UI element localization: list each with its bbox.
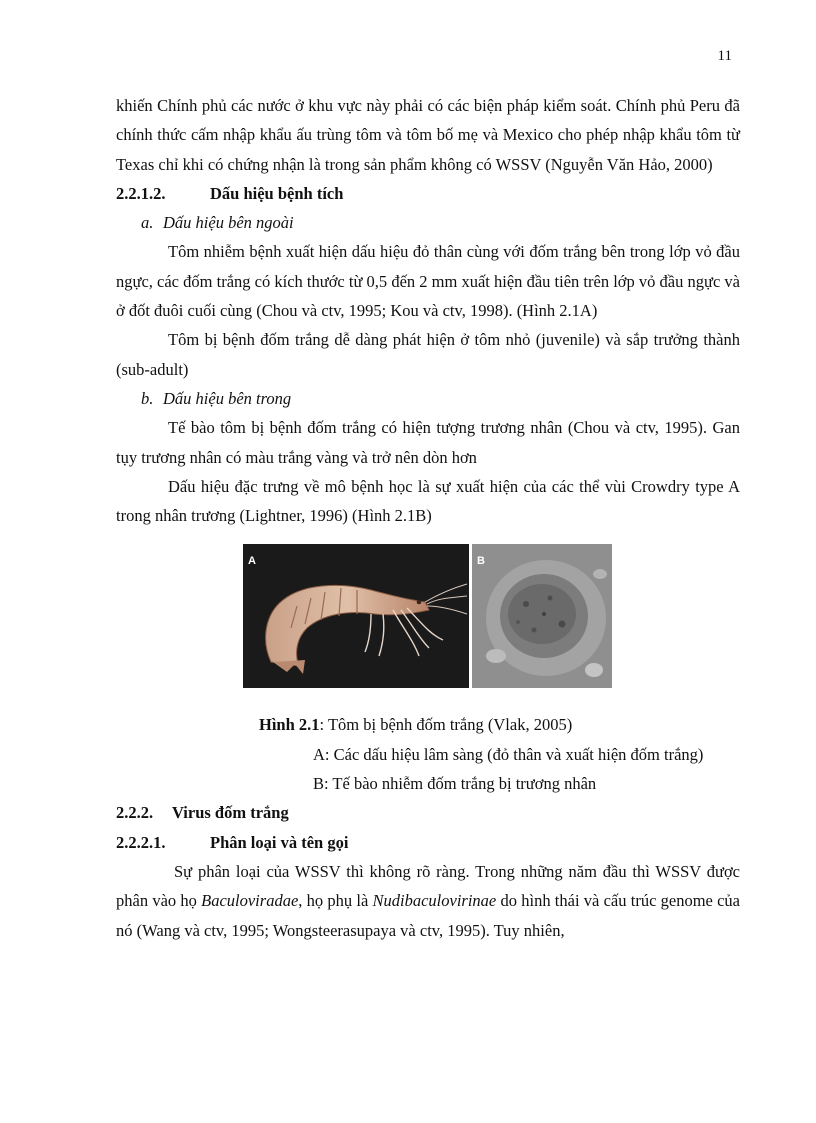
figure-caption (116, 710, 740, 739)
paragraph-classification (116, 857, 740, 945)
paragraph-intro: khiến Chính phủ các nước ở khu vực này phải có các biện pháp kiểm soát. Chính phủ Peru đã chính thức cấm nhập khẩu ấu trùng tôm và tôm bố mẹ và Mexico cho phép nhập khẩu tôm từ Texas chỉ khi có chứng nhận là trong sản phẩm không có WSSV (Nguyễn Văn Hảo, 2000) (116, 96, 740, 174)
shrimp-photo (243, 544, 469, 688)
subfamily-name: Nudibaculovirinae (372, 891, 497, 911)
shrimp-illustration (243, 544, 469, 688)
page-content (116, 91, 740, 945)
heading-text: Dấu hiệu bệnh tích (210, 183, 344, 203)
heading-text: Phân loại và tên gọi (210, 832, 349, 852)
caption-line-b: B: Tế bào nhiễm đốm trắng bị trương nhân (313, 774, 597, 794)
heading-2-2-2-1 (116, 828, 740, 857)
caption-line-a: A: Các dấu hiệu lâm sàng (đỏ thân và xuất hiện đốm trắng) (313, 744, 704, 764)
classification-text-3: do hình thái và cấu trúc genome của nó (Wang và ctv, 1995; Wongsteerasupaya và ctv, 1995). Tuy nhiên, (116, 891, 740, 940)
page-number: 11 (717, 48, 732, 64)
cell-micrograph (472, 544, 612, 688)
heading-number: 2.2.1.2. (116, 183, 166, 203)
micrograph-illustration (472, 544, 612, 688)
heading-2-2-2 (116, 798, 740, 827)
family-name: Baculoviradae (201, 891, 299, 911)
heading-text: Virus đốm trắng (172, 803, 289, 823)
paragraph-juvenile: Tôm bị bệnh đốm trắng dễ dàng phát hiện ở tôm nhỏ (juvenile) và sắp trưởng thành (sub-adult) (116, 330, 740, 379)
classification-text-1: Sự phân loại của WSSV thì không rõ ràng. Trong những năm đầu thì WSSV được phân vào họ (116, 861, 740, 911)
heading-2-2-1-2 (116, 179, 740, 208)
heading-number: 2.2.2. (116, 803, 154, 823)
paragraph-internal-signs: Tế bào tôm bị bệnh đốm trắng có hiện tượng trương nhân (Chou và ctv, 1995). Gan tụy trương nhân có màu trắng vàng và trở nên dòn hơn (116, 418, 740, 467)
classification-text-2: , họ phụ là (298, 891, 373, 911)
caption-text: : Tôm bị bệnh đốm trắng (Vlak, 2005) (319, 715, 573, 735)
paragraph-histopathology: Dấu hiệu đặc trưng về mô bệnh học là sự xuất hiện của các thể vùi Crowdry type A trong nhân trương (Lightner, 1996) (Hình 2.1B) (116, 476, 740, 526)
subheading-text: Dấu hiệu bên trong (163, 388, 292, 408)
subheading-b (141, 384, 740, 413)
caption-label: Hình 2.1 (259, 715, 320, 735)
paragraph-external-signs: Tôm nhiễm bệnh xuất hiện dấu hiệu đỏ thân cùng với đốm trắng bên trong lớp vỏ đầu ngực, các đốm trắng có kích thước từ 0,5 đến 2 mm xuất hiện đầu tiên trên lớp vỏ đầu ngực và ở đốt đuôi cuối cùng (Chou và ctv, 1995; Kou và ctv, 1998). (Hình 2.1A) (116, 242, 740, 321)
heading-number: 2.2.2.1. (116, 832, 166, 852)
subheading-a (141, 208, 740, 237)
subheading-text: Dấu hiệu bên ngoài (163, 213, 294, 233)
subheading-letter: a. (141, 213, 154, 233)
figure-label-b: B (477, 555, 485, 568)
figure-label-a: A (248, 555, 256, 568)
figure-2-1 (116, 530, 740, 710)
subheading-letter: b. (141, 388, 154, 408)
